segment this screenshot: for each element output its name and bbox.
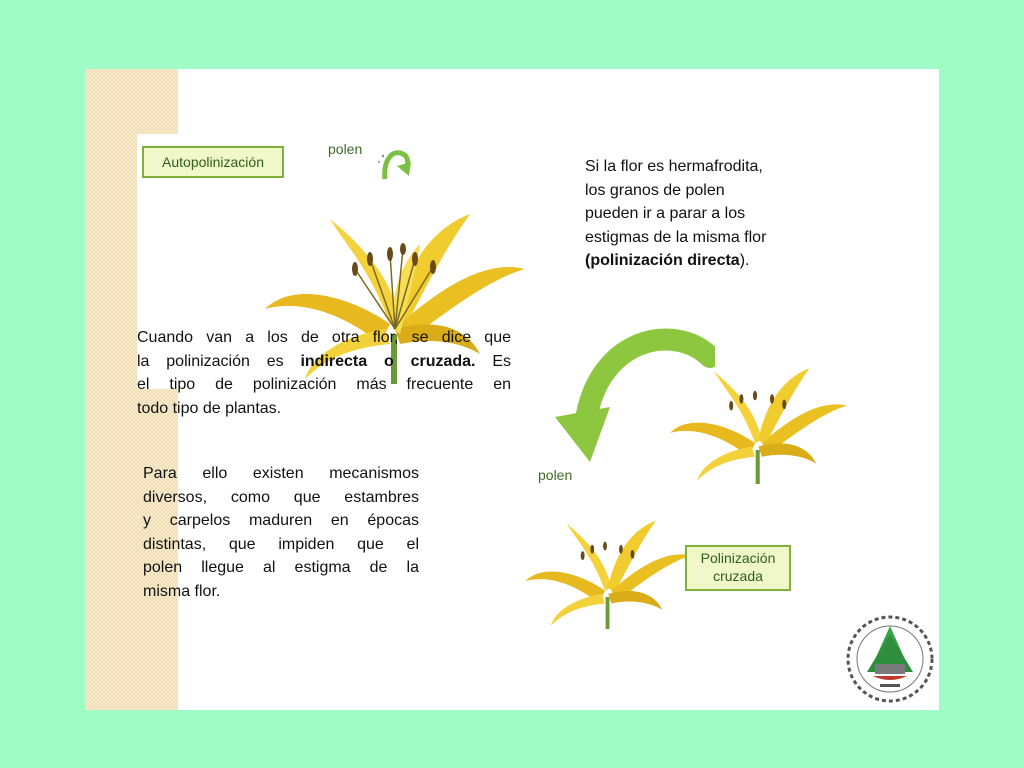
text-line: Para ello existen mecanismos [143, 465, 419, 482]
text-line: diversos, como que estambres [143, 488, 419, 506]
text-line: Cuando van a los de otra flor, se dice que [137, 329, 511, 346]
cruzada-label-line1: Polinización [700, 550, 776, 566]
polinizacion-cruzada-label [685, 545, 791, 591]
text-line: estigmas de la misma flor [585, 228, 767, 246]
text-line: los granos de polen [585, 181, 725, 199]
slide [85, 69, 939, 710]
text-line: el tipo de polinización más frecuente en [137, 376, 511, 393]
text-line: todo tipo de plantas. [137, 399, 282, 417]
text-tail: ). [739, 252, 750, 269]
polen-label-top: polen [328, 141, 363, 157]
direct-pollination-text [585, 155, 825, 273]
text-line: distintas, que impiden que el [143, 535, 419, 553]
school-logo [845, 614, 935, 704]
text-line: Si la flor es hermafrodita, [585, 158, 763, 175]
text-line: pueden ir a parar a los [585, 205, 746, 222]
mechanisms-text [143, 462, 419, 603]
text-segment: Es [475, 352, 512, 370]
lily-flower-right-image [645, 324, 865, 484]
text-line [137, 350, 511, 374]
text-line [585, 249, 825, 273]
text-line: y carpelos maduren en épocas [143, 512, 419, 529]
text-segment: la polinización es [137, 352, 301, 370]
autopolinizacion-label: Autopolinización [142, 146, 284, 178]
text-line: polen llegue al estigma de la [143, 559, 419, 576]
polen-label-bottom: polen [538, 467, 573, 483]
text-line: misma flor. [143, 582, 221, 600]
lily-flower-bottom-image [495, 479, 715, 629]
bold-term: indirecta o cruzada. [300, 352, 476, 370]
bold-term: (polinización directa [585, 252, 740, 269]
pollen-arrow-icon [375, 144, 415, 184]
cross-pollination-text [137, 326, 511, 420]
cruzada-label-line2: cruzada [713, 568, 763, 584]
